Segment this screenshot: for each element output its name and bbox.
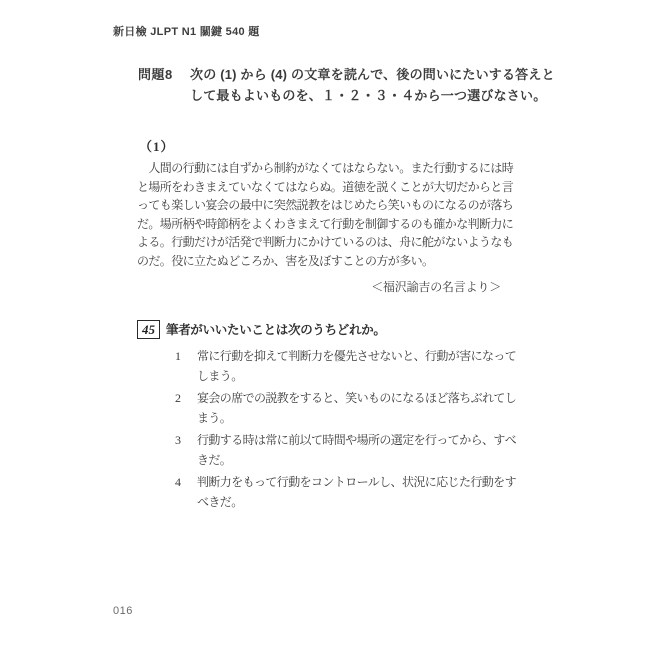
option-text-line: 行動する時は常に前以て時間や場所の選定を行ってから、すべ (197, 433, 516, 447)
instruction-line: して最もよいものを、１・２・３・４から一つ選びなさい。 (190, 88, 547, 103)
instruction-line: 次の (1) から (4) の文章を読んで、後の問いにたいする答えと (190, 67, 555, 82)
question-number-badge: 45 (137, 320, 160, 339)
passage-attribution: ＜福沢諭吉の名言より＞ (371, 279, 501, 294)
option-4 (175, 473, 516, 512)
question-45 (137, 320, 386, 340)
passage-line: のだ。役に立たぬどころか、害を及ぼすことの方が多い。 (137, 253, 434, 268)
option-text-line: べきだ。 (197, 494, 243, 509)
folio-page-number: 016 (113, 605, 133, 617)
running-header: 新日檢 JLPT N1 關鍵 540 題 (113, 26, 260, 38)
passage-line: と場所をわきまえていなくてはならぬ。道徳を説くことが大切だからと言 (137, 179, 514, 194)
option-1 (175, 347, 516, 386)
option-text (197, 389, 516, 428)
option-text-line: 判断力をもって行動をコントロールし、状況に応じた行動をす (197, 475, 516, 489)
problem-instruction-block (138, 64, 555, 106)
option-text (197, 431, 516, 470)
passage-section-label: （1） (139, 139, 175, 154)
option-number: 1 (175, 349, 181, 363)
question-stem: 筆者がいいたいことは次のうちどれか。 (166, 323, 386, 337)
option-number: 4 (175, 475, 181, 489)
option-text (197, 473, 516, 512)
option-text-line: きだ。 (197, 452, 232, 467)
option-text-line: まう。 (197, 410, 232, 425)
option-text (197, 347, 516, 386)
option-number: 3 (175, 433, 181, 447)
answer-options (175, 347, 516, 515)
problem-instruction-text (190, 64, 555, 106)
passage-line: だ。場所柄や時節柄をよくわきまえて行動を制御するのも確かな判断力に (137, 216, 514, 231)
option-text-line: しまう。 (197, 368, 243, 383)
option-3 (175, 431, 516, 470)
option-2 (175, 389, 516, 428)
option-text-line: 宴会の席での説教をすると、笑いものになるほど落ちぶれてし (197, 391, 517, 405)
problem-number-label: 問題8 (138, 67, 173, 82)
passage-line: っても楽しい宴会の最中に突然説教をはじめたら笑いものになるのが落ち (137, 198, 514, 213)
passage-line: 人間の行動には自ずから制約がなくてはならない。また行動するには時 (137, 161, 514, 175)
option-text-line: 常に行動を抑えて判断力を優先させないと、行動が害になって (197, 349, 517, 363)
option-number: 2 (175, 391, 181, 405)
passage-line: よる。行動だけが活発で判断力にかけているのは、舟に舵がないようなも (137, 235, 514, 250)
reading-passage (137, 159, 514, 296)
